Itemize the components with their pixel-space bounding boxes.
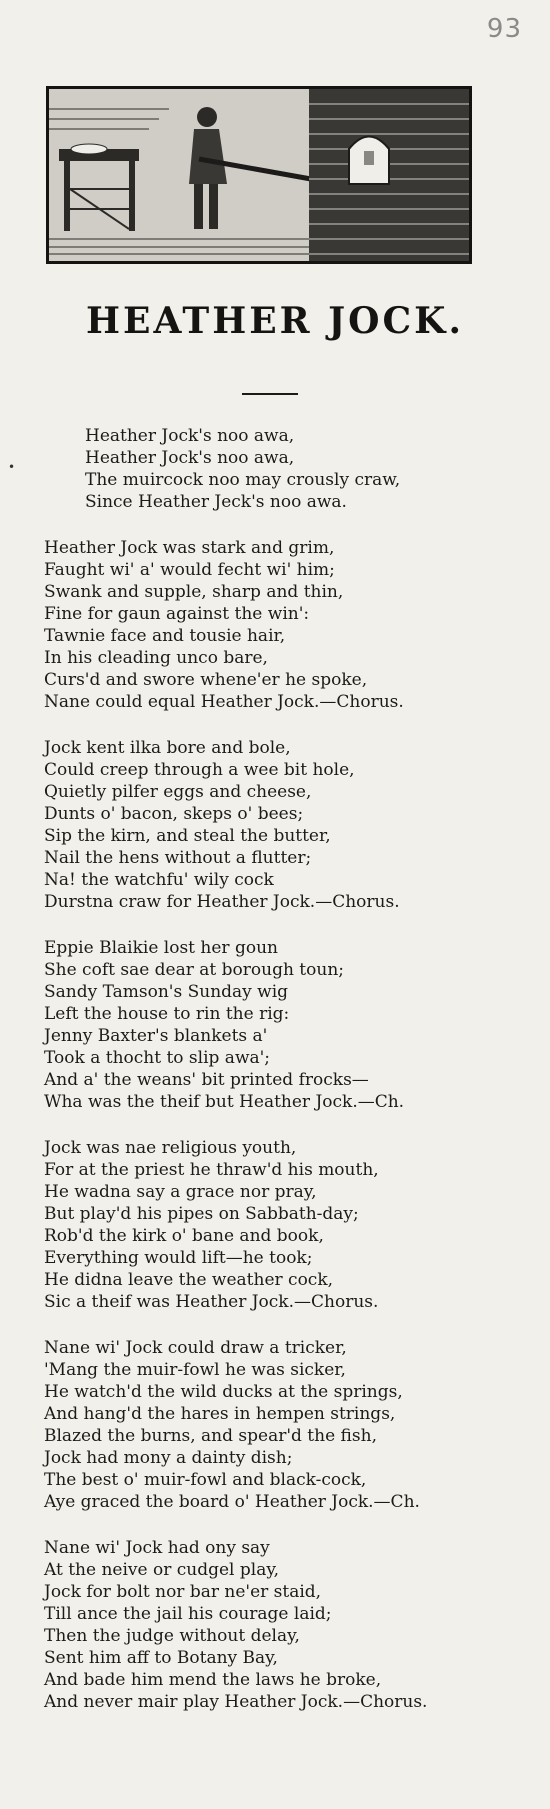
- poem-line: Blazed the burns, and spear'd the fish,: [44, 1426, 377, 1446]
- woodcut-illustration: [46, 86, 472, 264]
- poem-line: Rob'd the kirk o' bane and book,: [44, 1226, 324, 1246]
- poem-line: Sip the kirn, and steal the butter,: [44, 826, 331, 846]
- poem-line: He didna leave the weather cock,: [44, 1270, 334, 1290]
- verse-stanza: [0, 1537, 550, 1713]
- poem-line: Nane could equal Heather Jock.—Chorus.: [44, 692, 404, 712]
- poem-line: He wadna say a grace nor pray,: [44, 1182, 317, 1202]
- poem-line: The best o' muir-fowl and black-cock,: [44, 1470, 367, 1490]
- poem-line: Heather Jock's noo awa,: [85, 448, 295, 468]
- poem-line: Tawnie face and tousie hair,: [44, 626, 286, 646]
- poem-line: 'Mang the muir-fowl he was sicker,: [44, 1360, 346, 1380]
- page-number: 93: [486, 14, 522, 44]
- poem-line: Jock for bolt nor bar ne'er staid,: [44, 1582, 322, 1602]
- poem-line: Sic a theif was Heather Jock.—Chorus.: [44, 1292, 379, 1312]
- poem-line: The muircock noo may crously craw,: [85, 470, 401, 490]
- poem-line: In his cleading unco bare,: [44, 648, 268, 668]
- poem-line: Faught wi' a' would fecht wi' him;: [44, 560, 335, 580]
- poem-line: Na! the watchfu' wily cock: [44, 870, 274, 890]
- poem-line: Everything would lift—he took;: [44, 1248, 313, 1268]
- poem-line: Left the house to rin the rig:: [44, 1004, 290, 1024]
- verse-stanza: [0, 1137, 550, 1313]
- poem-line: Nane wi' Jock had ony say: [44, 1538, 270, 1558]
- poem-line: Fine for gaun against the win':: [44, 604, 310, 624]
- poem-line: And hang'd the hares in hempen strings,: [44, 1404, 396, 1424]
- poem-line: Quietly pilfer eggs and cheese,: [44, 782, 312, 802]
- poem-line: For at the priest he thraw'd his mouth,: [44, 1160, 379, 1180]
- poem-line: Jock was nae religious youth,: [44, 1138, 297, 1158]
- poem-line: Dunts o' bacon, skeps o' bees;: [44, 804, 304, 824]
- page-title: HEATHER JOCK.: [86, 300, 464, 342]
- poem-line: Jock kent ilka bore and bole,: [44, 738, 291, 758]
- poem-body: [0, 425, 550, 1737]
- poem-line: Took a thocht to slip awa';: [44, 1048, 271, 1068]
- poem-line: Nane wi' Jock could draw a tricker,: [44, 1338, 347, 1358]
- verse-stanza: [0, 937, 550, 1113]
- poem-line: She coft sae dear at borough toun;: [44, 960, 344, 980]
- poem-line: Jenny Baxter's blankets a': [44, 1026, 268, 1046]
- poem-line: Durstna craw for Heather Jock.—Chorus.: [44, 892, 400, 912]
- poem-line: Jock had mony a dainty dish;: [44, 1448, 293, 1468]
- poem-line: But play'd his pipes on Sabbath-day;: [44, 1204, 359, 1224]
- poem-line: Could creep through a wee bit hole,: [44, 760, 355, 780]
- poem-line: Sandy Tamson's Sunday wig: [44, 982, 289, 1002]
- poem-line: Since Heather Jeck's noo awa.: [85, 492, 347, 512]
- chorus-stanza: [0, 425, 550, 513]
- poem-line: Eppie Blaikie lost her goun: [44, 938, 278, 958]
- poem-line: Heather Jock's noo awa,: [85, 426, 295, 446]
- margin-mark: •: [8, 460, 16, 474]
- poem-line: Curs'd and swore whene'er he spoke,: [44, 670, 368, 690]
- verse-stanza: [0, 537, 550, 713]
- poem-line: Sent him aff to Botany Bay,: [44, 1648, 278, 1668]
- verse-stanza: [0, 1337, 550, 1513]
- poem-line: Heather Jock was stark and grim,: [44, 538, 335, 558]
- poem-line: Aye graced the board o' Heather Jock.—Ch.: [44, 1492, 420, 1512]
- title-divider: [242, 393, 298, 395]
- poem-line: And never mair play Heather Jock.—Chorus.: [44, 1692, 428, 1712]
- poem-line: Till ance the jail his courage laid;: [44, 1604, 332, 1624]
- poem-line: Nail the hens without a flutter;: [44, 848, 312, 868]
- poem-line: And bade him mend the laws he broke,: [44, 1670, 382, 1690]
- poem-line: At the neive or cudgel play,: [44, 1560, 280, 1580]
- verse-stanza: [0, 737, 550, 913]
- poem-line: Swank and supple, sharp and thin,: [44, 582, 344, 602]
- poem-line: And a' the weans' bit printed frocks—: [44, 1070, 369, 1090]
- poem-line: Wha was the theif but Heather Jock.—Ch.: [44, 1092, 405, 1112]
- poem-line: He watch'd the wild ducks at the springs,: [44, 1382, 403, 1402]
- poem-line: Then the judge without delay,: [44, 1626, 300, 1646]
